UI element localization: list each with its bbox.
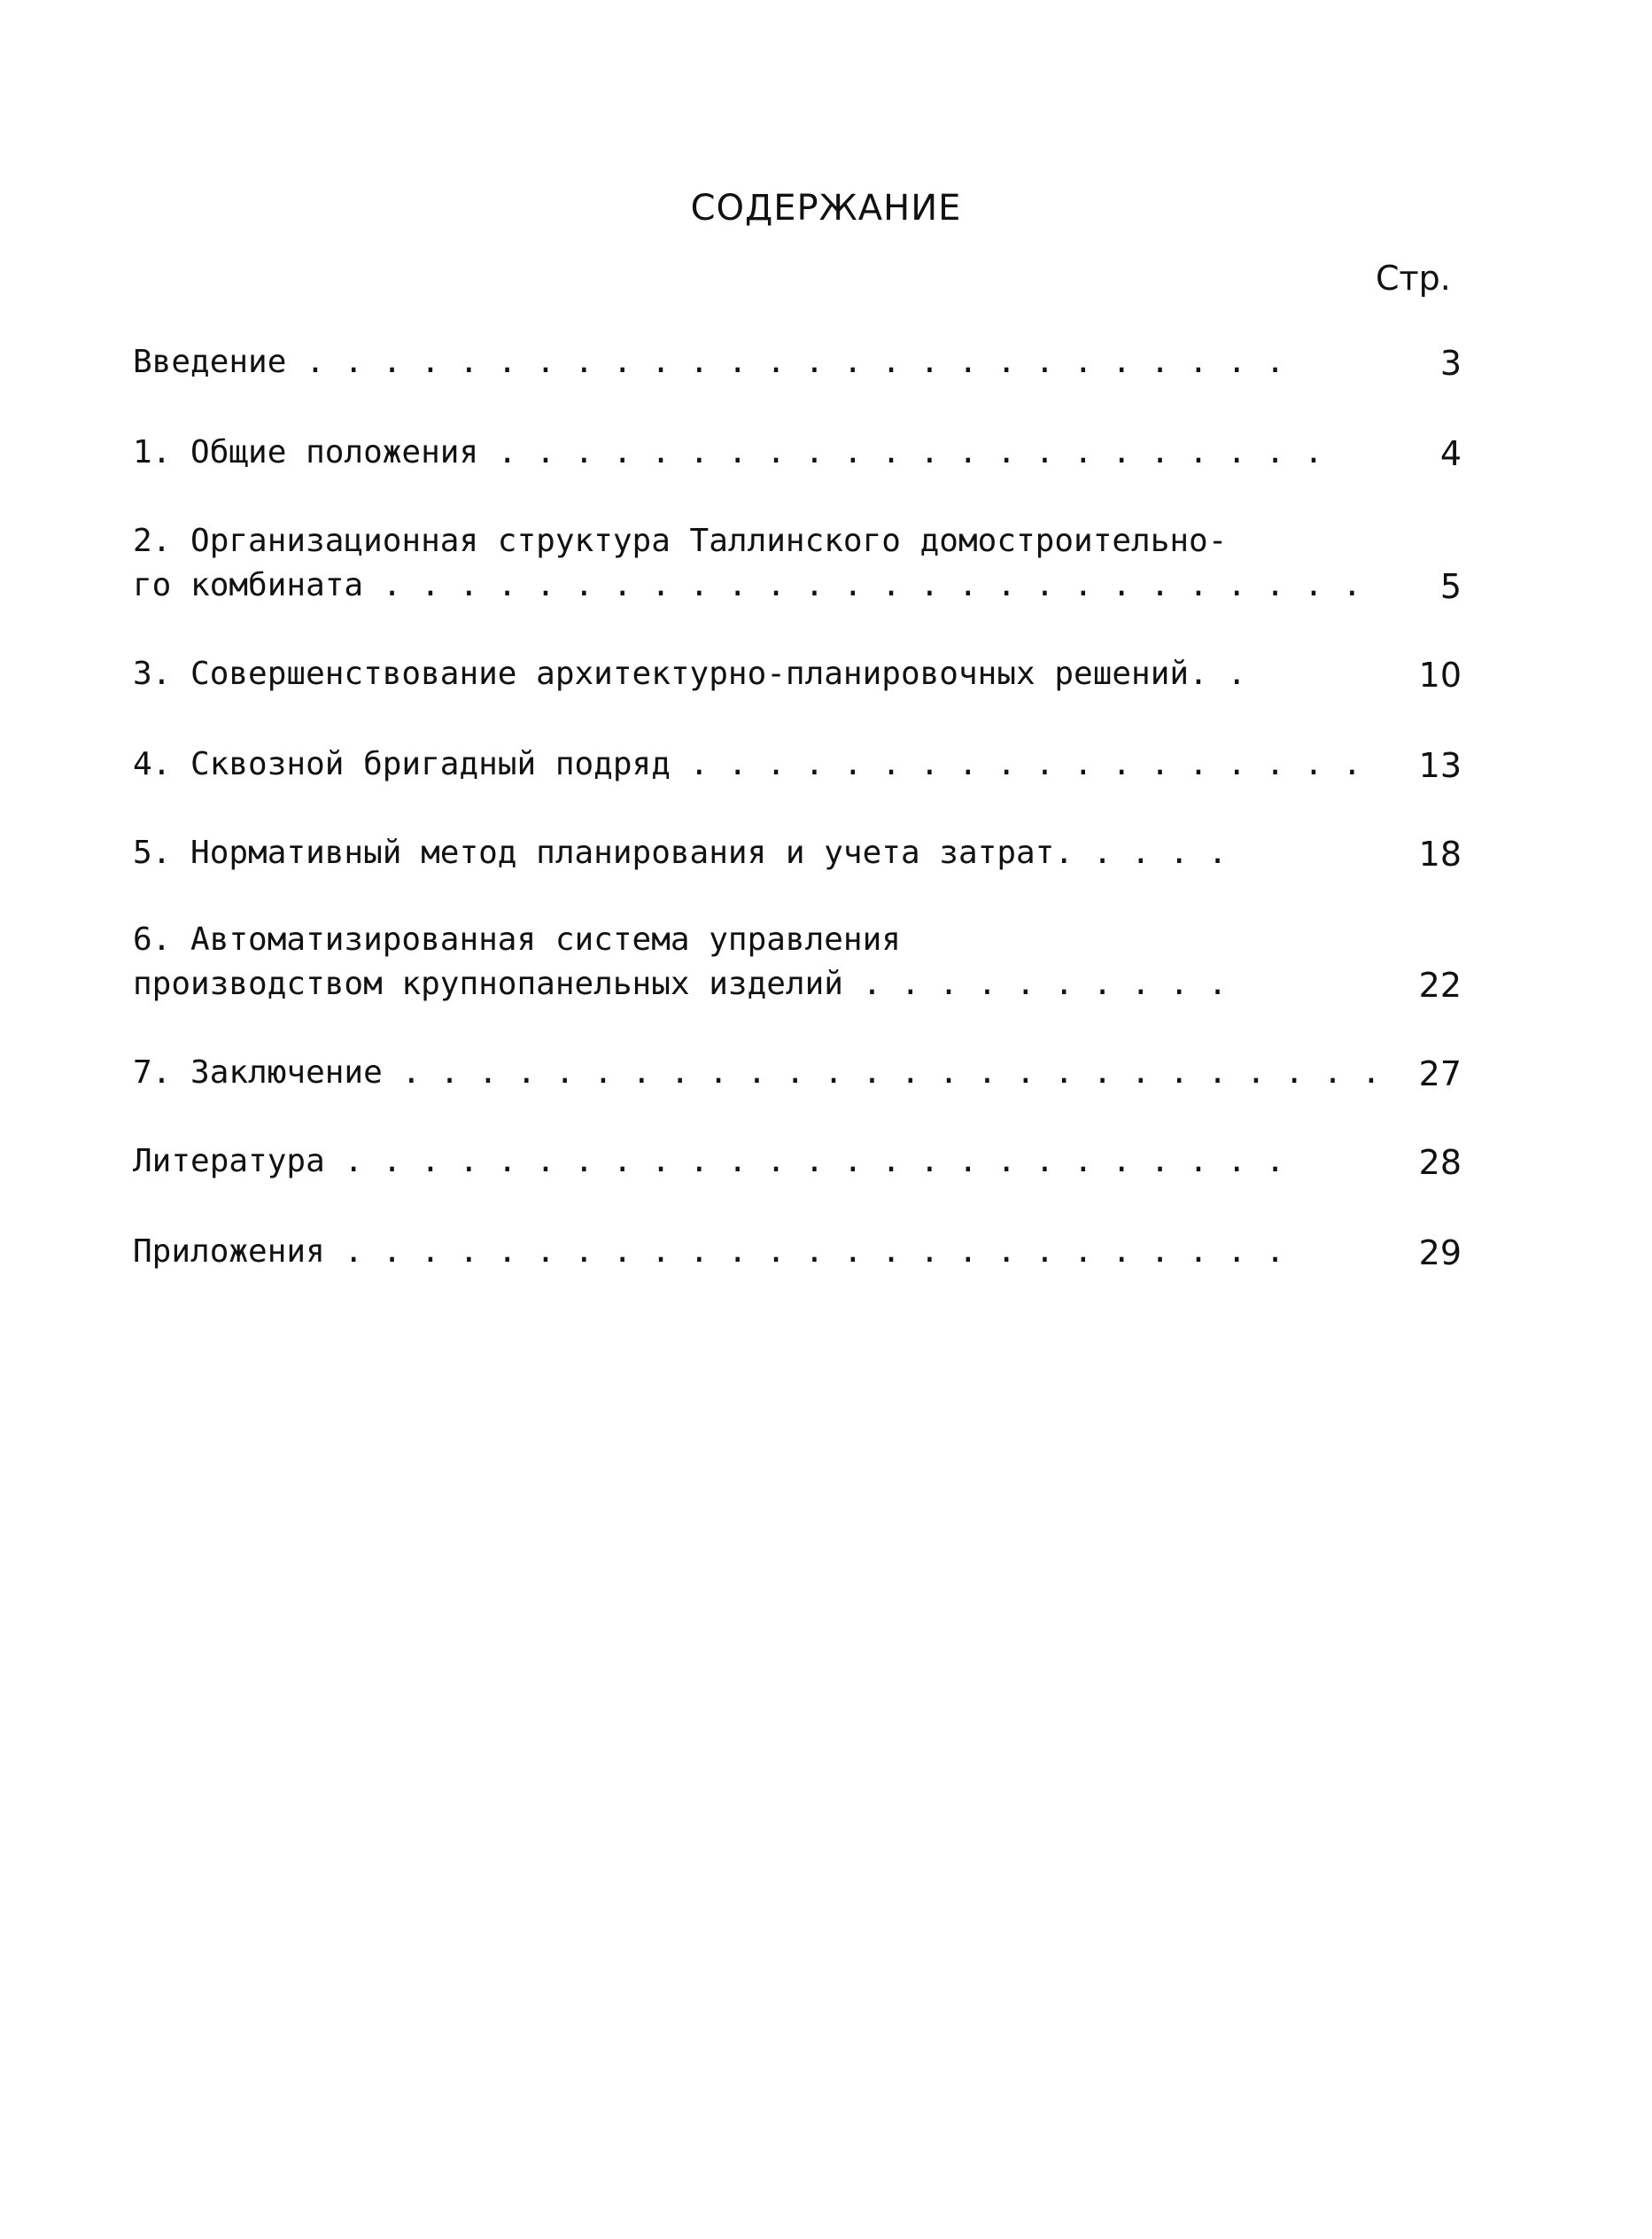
toc-entry-label: Введение xyxy=(133,344,287,380)
toc-entry-brigade-contract xyxy=(133,746,1462,790)
toc-entry-label: 3. Совершенствование архитектурно-планировочных решений xyxy=(133,656,1190,692)
toc-page-number: 28 xyxy=(1418,1143,1462,1182)
toc-entry-architectural-planning xyxy=(133,656,1462,700)
toc-entry-literature xyxy=(133,1143,1462,1187)
toc-leader-dots: . . . . . . . . . . . . . . . . . . . . . . . . . xyxy=(324,1143,1285,1179)
toc-page-number: 3 xyxy=(1439,344,1462,383)
toc-page-number: 10 xyxy=(1418,656,1462,695)
toc-entry-appendices xyxy=(133,1233,1462,1278)
toc-entry-label: 6. Автоматизированная система управления xyxy=(133,921,901,958)
toc-entry-label-continued: производством крупнопанельных изделий xyxy=(133,966,843,1002)
toc-entry-organizational-structure xyxy=(133,523,1462,611)
toc-entry-label-continued: го комбината xyxy=(133,567,364,603)
toc-entry-conclusion xyxy=(133,1054,1462,1099)
toc-leader-dots: . . . . . . . . . . . . . . . . . . . . . . . . . . xyxy=(286,344,1285,380)
toc-entry-label: 2. Организационная структура Таллинского домостроительно- xyxy=(133,523,1228,559)
toc-entry-label: 7. Заключение xyxy=(133,1054,383,1091)
toc-page-number: 13 xyxy=(1418,746,1462,785)
toc-entry-introduction xyxy=(133,344,1462,388)
toc-leader-dots: . . . . . xyxy=(1054,835,1228,871)
toc-leader-dots: . . . . . . . . . . . . . . . . . . . . . . xyxy=(478,434,1323,470)
toc-leader-dots: . . . . . . . . . . . . . . . . . . . . . . . . . . xyxy=(363,567,1362,603)
toc-leader-dots: . . . . . . . . . . . . . . . . . . . . . . . . . xyxy=(324,1233,1285,1270)
toc-leader-dots: . . . . . . . . . . xyxy=(842,966,1228,1002)
page-column-label: Стр. xyxy=(1376,259,1451,298)
toc-page-number: 22 xyxy=(1418,966,1462,1005)
toc-entry-normative-method xyxy=(133,835,1462,879)
toc-page-number: 18 xyxy=(1418,835,1462,874)
toc-title: СОДЕРЖАНИЕ xyxy=(690,188,962,229)
toc-entry-automated-control-system xyxy=(133,921,1462,1010)
toc-page-number: 27 xyxy=(1418,1054,1462,1093)
toc-page-number: 4 xyxy=(1439,434,1462,473)
toc-entry-label: 5. Нормативный метод планирования и учета затрат xyxy=(133,835,1055,871)
toc-leader-dots: . . xyxy=(1189,656,1247,692)
toc-entry-label: Приложения xyxy=(133,1233,325,1270)
toc-entry-general-provisions xyxy=(133,434,1462,478)
toc-entry-label: Литература xyxy=(133,1143,325,1179)
toc-entry-label: 1. Общие положения xyxy=(133,434,479,470)
toc-leader-dots: . . . . . . . . . . . . . . . . . . . . . . . . . . xyxy=(382,1054,1381,1091)
toc-page-number: 5 xyxy=(1439,567,1462,606)
toc-leader-dots: . . . . . . . . . . . . . . . . . . xyxy=(670,746,1362,782)
toc-entry-label: 4. Сквозной бригадный подряд xyxy=(133,746,671,782)
toc-page-number: 29 xyxy=(1418,1233,1462,1272)
